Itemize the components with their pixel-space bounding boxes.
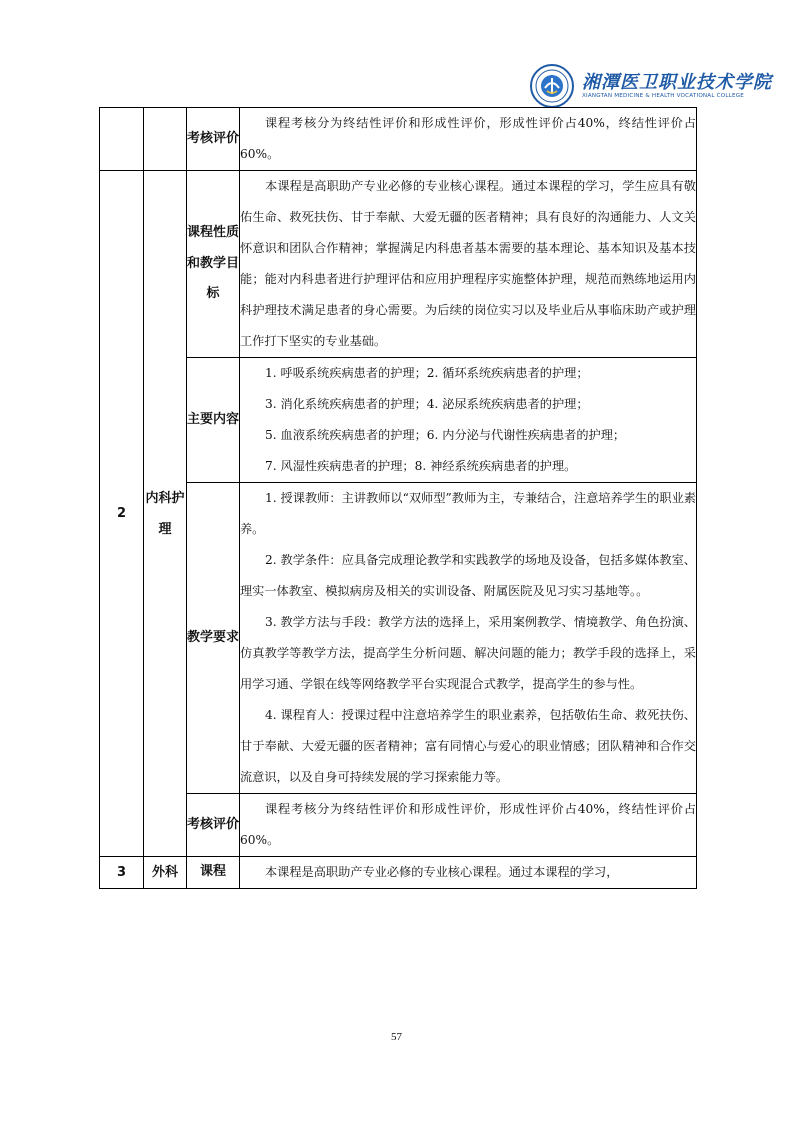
list-item: 1. 呼吸系统疾病患者的护理；2. 循环系统疾病患者的护理； (265, 366, 589, 380)
curriculum-table (99, 107, 697, 889)
course-name: 内科护理 (144, 171, 187, 857)
list-item: 2. 教学条件：应具备完成理论教学和实践教学的场地及设备，包括多媒体教室、理实一体教室、模拟病房及相关的实训设备、附属医院及见习实习基地等。。 (240, 553, 696, 598)
table-row (100, 171, 697, 358)
list-item: 7. 风湿性疾病患者的护理；8. 神经系统疾病患者的护理。 (265, 459, 577, 473)
page-number: 57 (391, 1031, 402, 1043)
table-row (100, 794, 697, 857)
row-label-nature: 课程性质和教学目标 (187, 171, 240, 358)
list-item: 1. 授课教师：主讲教师以“双师型”教师为主，专兼结合，注意培养学生的职业素养。 (240, 491, 696, 536)
row-label-content: 主要内容 (187, 358, 240, 483)
row-text-course: 本课程是高职助产专业必修的专业核心课程。通过本课程的学习， (240, 857, 697, 889)
table-row (100, 358, 697, 483)
row-text-content (240, 358, 697, 483)
list-item: 3. 消化系统疾病患者的护理；4. 泌尿系统疾病患者的护理； (265, 397, 589, 411)
course-number: 2 (100, 171, 144, 857)
college-emblem-icon (530, 64, 574, 108)
course-number: 3 (100, 857, 144, 889)
row-label-course: 课程 (187, 857, 240, 889)
row-label-requirements: 教学要求 (187, 483, 240, 794)
row-text-nature: 本课程是高职助产专业必修的专业核心课程。通过本课程的学习，学生应具有敬佑生命、救死扶伤、甘于奉献、大爱无疆的医者精神；具有良好的沟通能力、人文关怀意识和团队合作精神；掌握满足内科患者基本需要的基本理论、基本知识及基本技能；能对内科患者进行护理评估和应用护理程序实施整体护理，规范而熟练地运用内科护理技术满足患者的身心需要。为后续的岗位实习以及毕业后从事临床助产或护理工作打下坚实的专业基础。 (240, 171, 697, 358)
row-label-assessment: 考核评价 (187, 794, 240, 857)
table-row (100, 857, 697, 889)
row-text-assessment: 课程考核分为终结性评价和形成性评价，形成性评价占40%，终结性评价占60%。 (240, 108, 697, 171)
table-row (100, 483, 697, 794)
logo-english-name: XIANGTAN MEDICINE & HEALTH VOCATIONAL COLLEGE (582, 93, 744, 99)
course-name: 外科 (144, 857, 187, 889)
row-text-assessment: 课程考核分为终结性评价和形成性评价，形成性评价占40%，终结性评价占60%。 (240, 794, 697, 857)
logo-chinese-name: 湘潭医卫职业技术学院 (582, 72, 772, 93)
table-row (100, 108, 697, 171)
list-item: 3. 教学方法与手段：教学方法的选择上，采用案例教学、情境教学、角色扮演、仿真教学等教学方法，提高学生分析问题、解决问题的能力；教学手段的选择上，采用学习通、学银在线等网络教学平台实现混合式教学，提高学生的参与性。 (240, 615, 696, 691)
row-text-requirements (240, 483, 697, 794)
college-logo (530, 62, 772, 112)
list-item: 4. 课程育人：授课过程中注意培养学生的职业素养，包括敬佑生命、救死扶伤、甘于奉献、大爱无疆的医者精神；富有同情心与爱心的职业情感；团队精神和合作交流意识，以及自身可持续发展的学习探索能力等。 (240, 708, 696, 784)
row-label-assessment: 考核评价 (187, 108, 240, 171)
list-item: 5. 血液系统疾病患者的护理；6. 内分泌与代谢性疾病患者的护理； (265, 428, 626, 442)
